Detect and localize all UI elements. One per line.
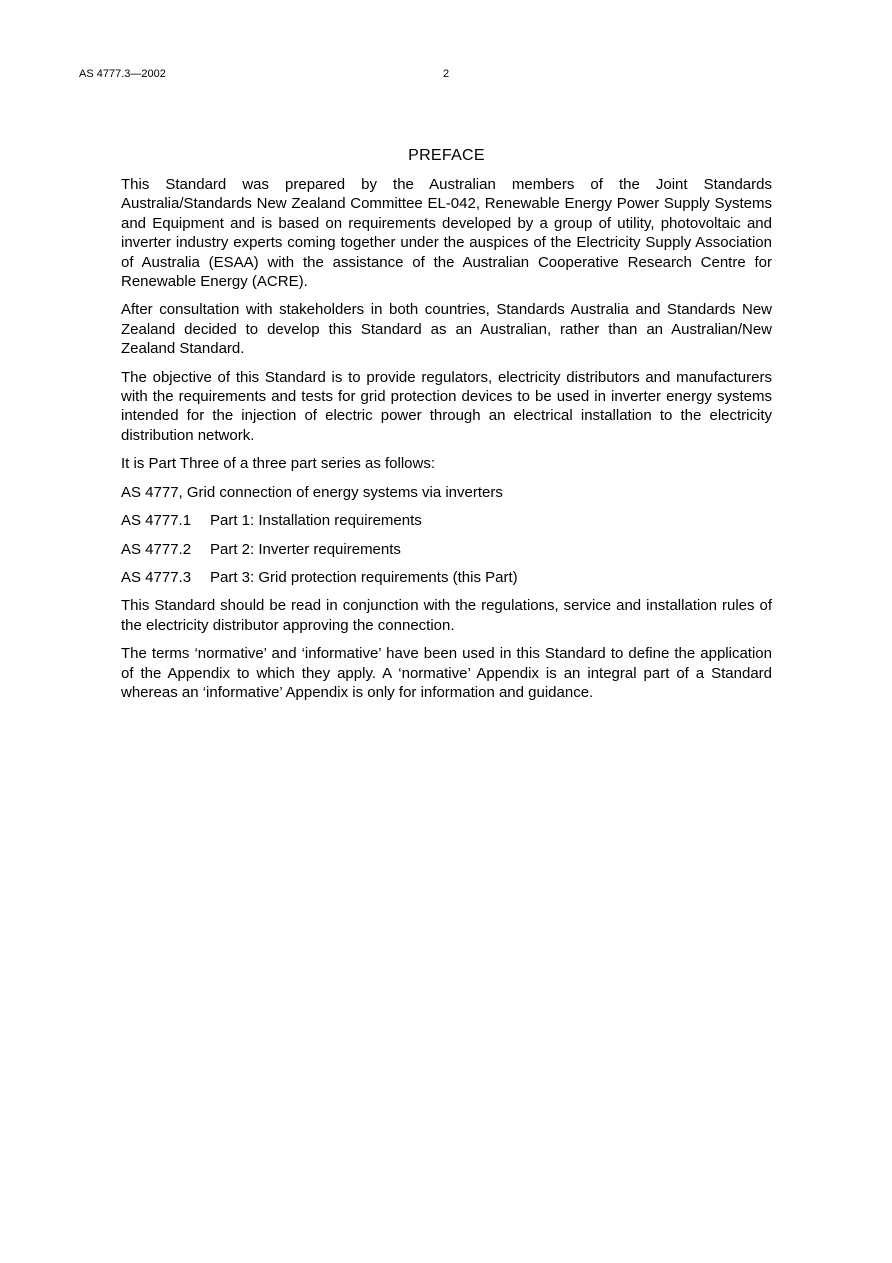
series-part-code: AS 4777.2 xyxy=(121,540,192,558)
series-part-2 xyxy=(121,540,772,559)
page-number: 2 xyxy=(442,68,450,80)
series-part-title: Part 3: Grid protection requirements (this Part) xyxy=(210,568,518,586)
series-title: AS 4777, Grid connection of energy systems via inverters xyxy=(121,483,503,501)
preface-section xyxy=(121,146,772,711)
preface-paragraph-2: After consultation with stakeholders in both countries, Standards Australia and Standards New Zealand decided to develop this Standard as an Australian, rather than an Australian/New Zealand Standard. xyxy=(121,301,772,358)
preface-title: PREFACE xyxy=(408,147,485,164)
series-part-code: AS 4777.3 xyxy=(121,568,192,586)
preface-paragraph-3: The objective of this Standard is to provide regulators, electricity distributors and manufacturers with the requirements and tests for grid protection devices to be used in inverter energy systems intended for the injection of electric power through an electrical installation to the electricity distribution network. xyxy=(121,368,772,444)
series-part-code: AS 4777.1 xyxy=(121,512,192,530)
closing-paragraph-2: The terms ‘normative’ and ‘informative’ have been used in this Standard to define the application of the Appendix to which they apply. A ‘normative’ Appendix is an integral part of a Standard whereas an ‘informative’ Appendix is only for information and guidance. xyxy=(121,645,772,701)
series-part-1 xyxy=(121,511,772,530)
closing-paragraph-1: This Standard should be read in conjunction with the regulations, service and installation rules of the electricity distributor approving the connection. xyxy=(121,597,772,634)
series-part-title: Part 1: Installation requirements xyxy=(210,512,422,530)
preface-paragraph-4: It is Part Three of a three part series as follows: xyxy=(121,455,436,473)
series-part-3 xyxy=(121,568,772,587)
preface-paragraph-1: This Standard was prepared by the Australian members of the Joint Standards Australia/Standards New Zealand Committee EL-042, Renewable Energy Power Supply Systems and Equipment and is based on requirements developed by a group of utility, photovoltaic and inverter industry experts coming together under the auspices of the Electricity Supply Association of Australia (ESAA) with the assistance of the Australian Cooperative Research Centre for Renewable Energy (ACRE). xyxy=(121,176,772,291)
running-header-document-id: AS 4777.3—2002 xyxy=(79,68,166,80)
series-part-title: Part 2: Inverter requirements xyxy=(210,540,401,558)
